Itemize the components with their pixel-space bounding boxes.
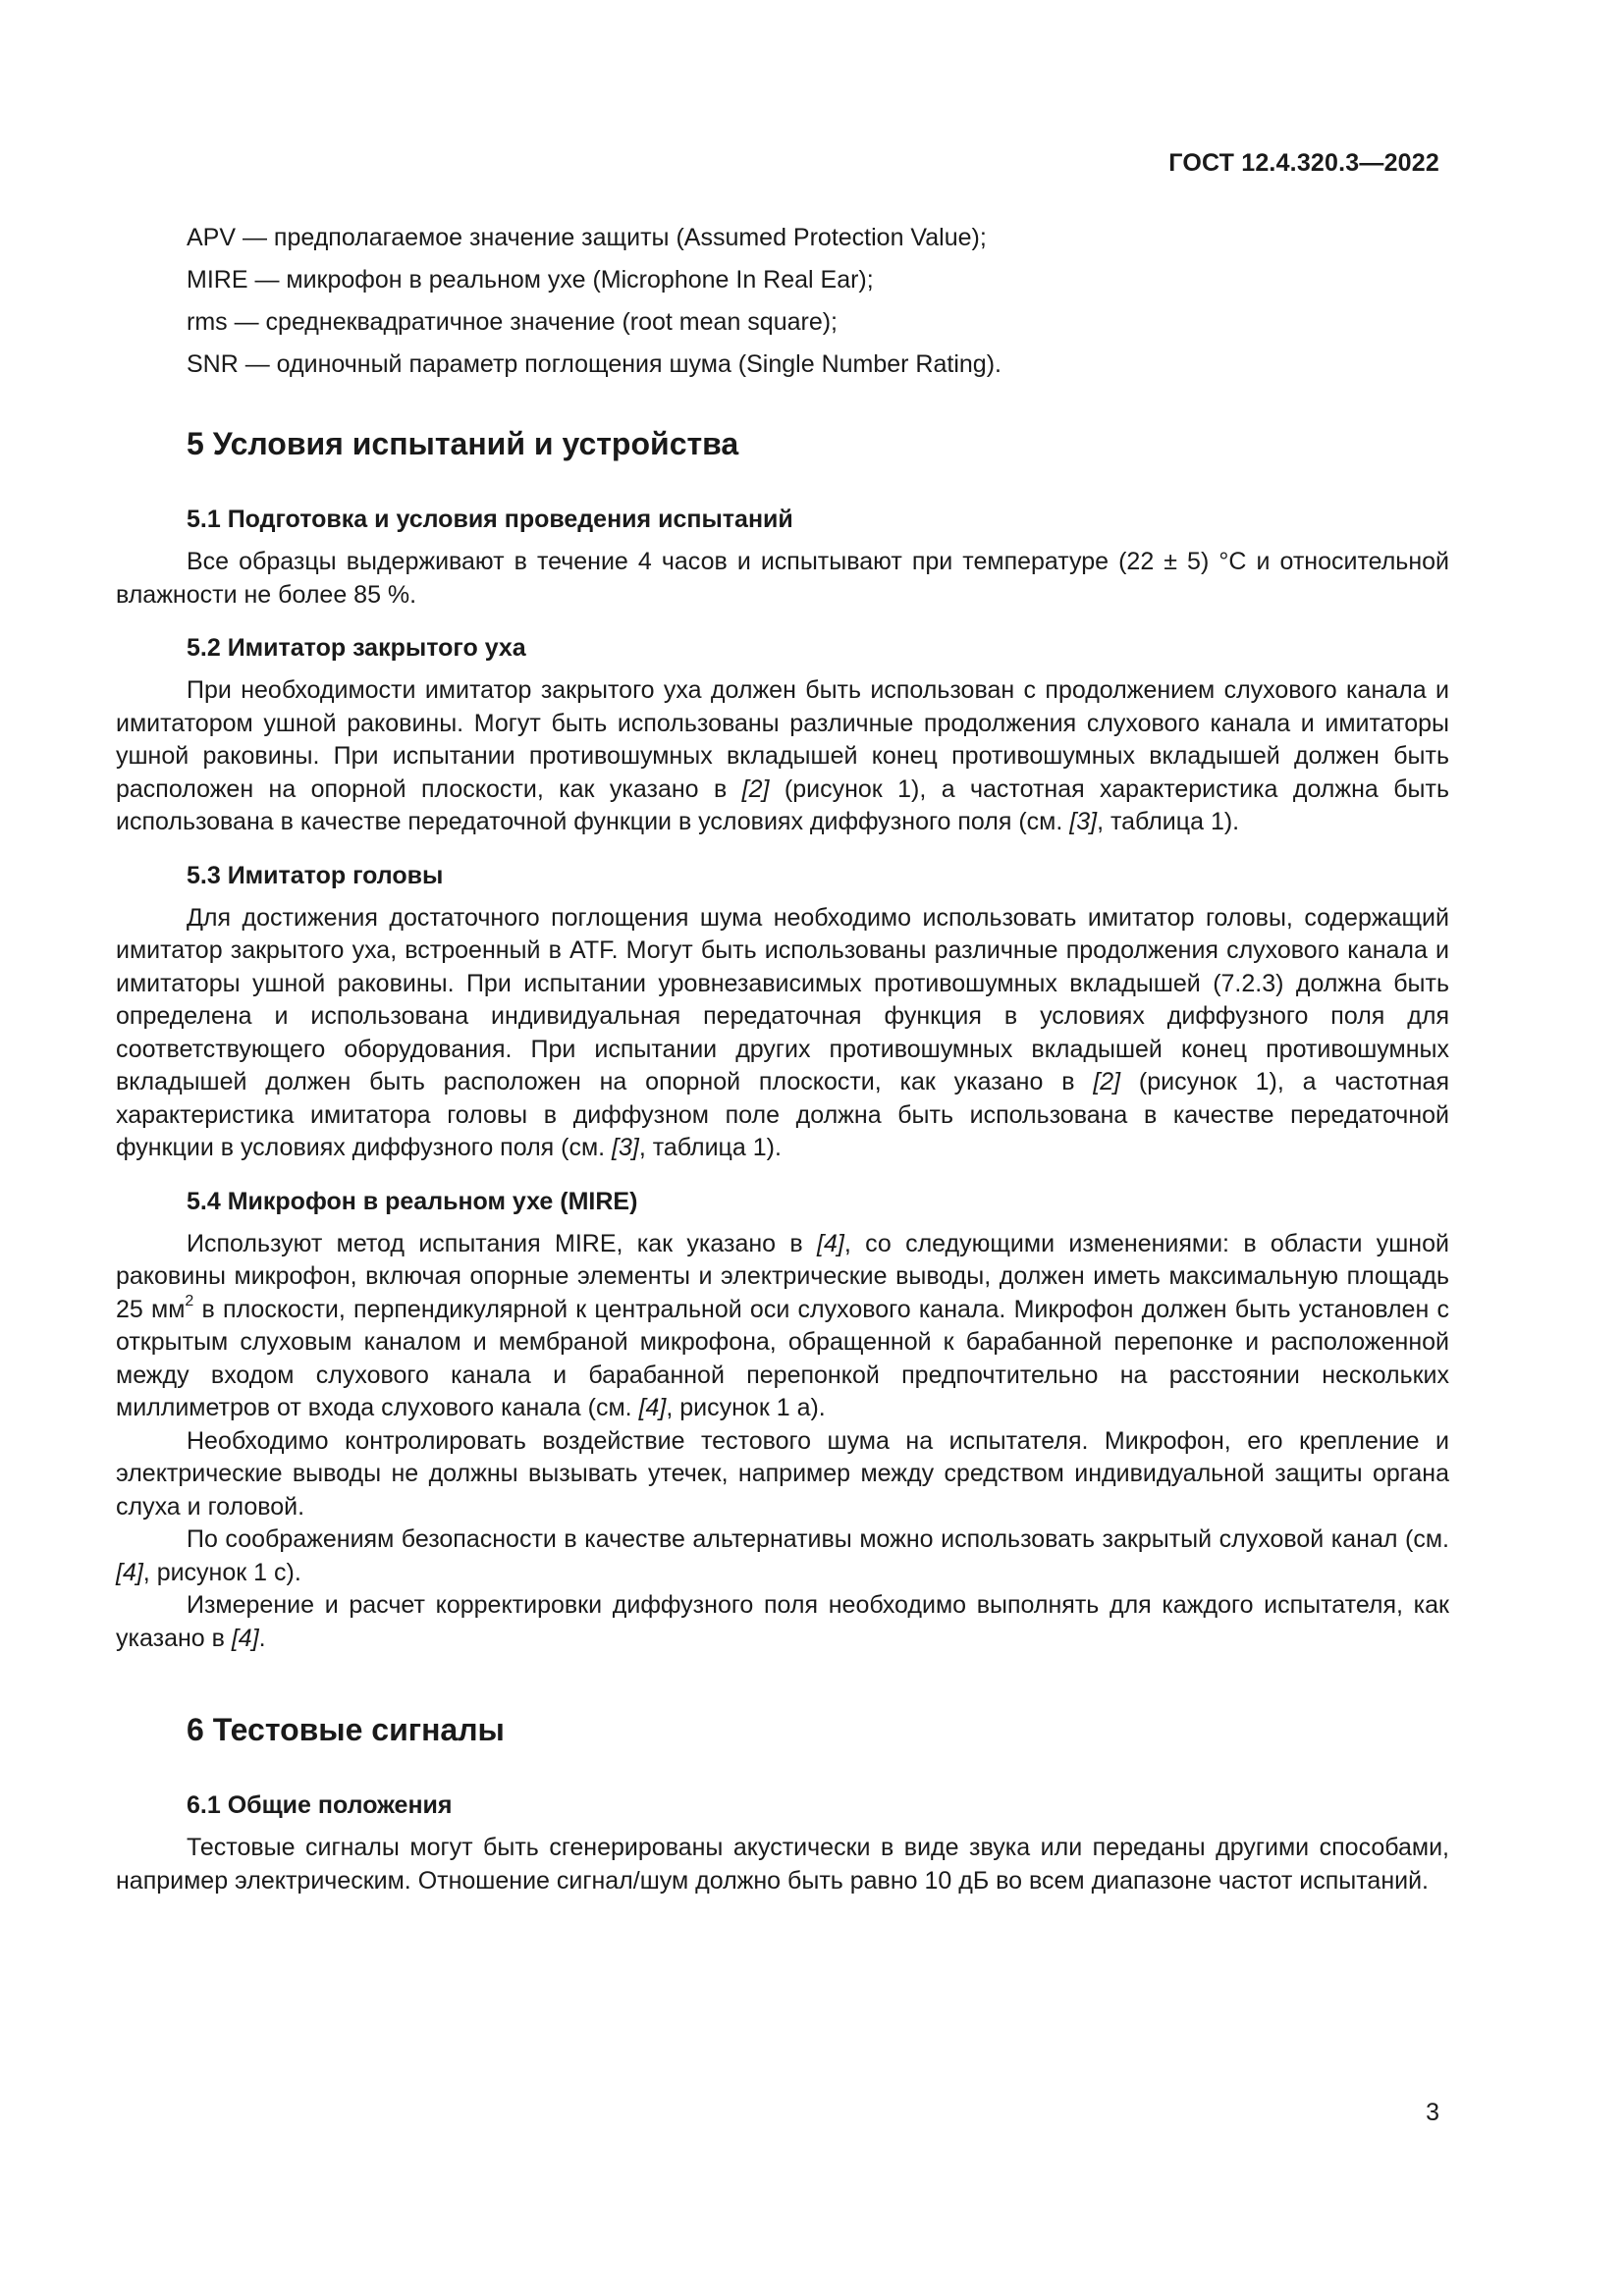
superscript: 2	[185, 1293, 194, 1310]
section-6-1-paragraph: Тестовые сигналы могут быть сгенерированы акустически в виде звука или переданы другими способами, например электрическим. Отношение сигнал/шум должно быть равно 10 дБ во всем диапазоне частот испытаний.	[116, 1834, 1449, 1895]
section-6-heading: 6 Тестовые сигналы	[187, 1712, 505, 1747]
reference-link: [4]	[116, 1558, 143, 1586]
section-5-1-heading: 5.1 Подготовка и условия проведения испытаний	[187, 506, 793, 533]
section-5-3-paragraph: Для достижения достаточного поглощения шума необходимо использовать имитатор головы, содержащий имитатор закрытого уха, встроенный в ATF. Могут быть использованы различные продолжения слухового канала и имитаторы ушной раковины. При испытании уровнезависимых противошумных вкладышей (7.2.3) должна быть определена и использована индивидуальная передаточная функция в условиях диффузного поля для соответствующего оборудования. При испытании других противошумных вкладышей конец противошумных вкладышей должен быть расположен на опорной плоскости, как указано в [2] (рисунок 1), а частотная характеристика имитатора головы в диффузном поле должна быть использована в качестве передаточной функции в условиях диффузного поля (см. [3], таблица 1).	[116, 903, 1449, 1161]
section-5-3-heading: 5.3 Имитатор головы	[187, 861, 444, 889]
reference-link: [4]	[817, 1229, 844, 1257]
section-5-4-heading: 5.4 Микрофон в реальном ухе (MIRE)	[187, 1187, 638, 1215]
section-6-1-heading: 6.1 Общие положения	[187, 1791, 453, 1819]
page-number: 3	[1426, 2099, 1439, 2126]
section-5-4-paragraph-3: По соображениям безопасности в качестве альтернативы можно использовать закрытый слуховой канал (см. [4], рисунок 1 с).	[116, 1525, 1449, 1586]
abbreviation-item: MIRE — микрофон в реальном ухе (Microphone In Real Ear);	[187, 266, 874, 294]
abbreviation-item: APV — предполагаемое значение защиты (Assumed Protection Value);	[187, 224, 987, 251]
section-5-4-paragraph-4: Измерение и расчет корректировки диффузного поля необходимо выполнять для каждого испытателя, как указано в [4].	[116, 1591, 1449, 1652]
section-5-2-heading: 5.2 Имитатор закрытого уха	[187, 634, 526, 662]
reference-link: [4]	[231, 1624, 259, 1652]
reference-link: [3]	[612, 1134, 639, 1161]
reference-link: [4]	[638, 1394, 667, 1421]
page-content	[116, 222, 1449, 1897]
section-5-4-paragraph-1: Используют метод испытания MIRE, как указано в [4], со следующими изменениями: в области ушной раковины микрофон, включая опорные элементы и электрические выводы, должен иметь максимальную площадь 25 $мм^2$ в плоскости, перпендикулярной к центральной оси слухового канала. Микрофон должен быть установлен с открытым слуховым каналом и мембраной микрофона, обращенной к барабанной перепонке и расположенной между входом слухового канала и барабанной перепонкой предпочтительно на расстоянии нескольких миллиметров от входа слухового канала (см. [4], рисунок 1 а).	[116, 1229, 1449, 1421]
section-5-4-paragraph-2: Необходимо контролировать воздействие тестового шума на испытателя. Микрофон, его крепление и электрические выводы не должны вызывать утечек, например между средством индивидуальной защиты органа слуха и головой.	[116, 1426, 1449, 1521]
section-5-1-paragraph: Все образцы выдерживают в течение 4 часов и испытывают при температуре (22 ± 5) °С и относительной влажности не более 85 %.	[116, 548, 1449, 609]
abbreviation-item: SNR — одиночный параметр поглощения шума (Single Number Rating).	[187, 350, 1001, 378]
abbreviations-list	[116, 222, 1449, 381]
section-5-2-paragraph: При необходимости имитатор закрытого уха должен быть использован с продолжением слухового канала и имитатором ушной раковины. Могут быть использованы различные продолжения слухового канала и имитаторы ушной раковины. При испытании противошумных вкладышей конец противошумных вкладышей должен быть расположен на опорной плоскости, как указано в [2] (рисунок 1), а частотная характеристика должна быть использована в качестве передаточной функции в условиях диффузного поля (см. [3], таблица 1).	[116, 676, 1449, 835]
reference-link: [2]	[1093, 1068, 1121, 1095]
abbreviation-item: rms — среднеквадратичное значение (root mean square);	[187, 308, 839, 336]
reference-link: [2]	[741, 774, 770, 803]
document-code: ГОСТ 12.4.320.3—2022	[1168, 149, 1439, 177]
section-5-heading: 5 Условия испытаний и устройства	[187, 426, 739, 461]
reference-link: [3]	[1069, 808, 1098, 835]
